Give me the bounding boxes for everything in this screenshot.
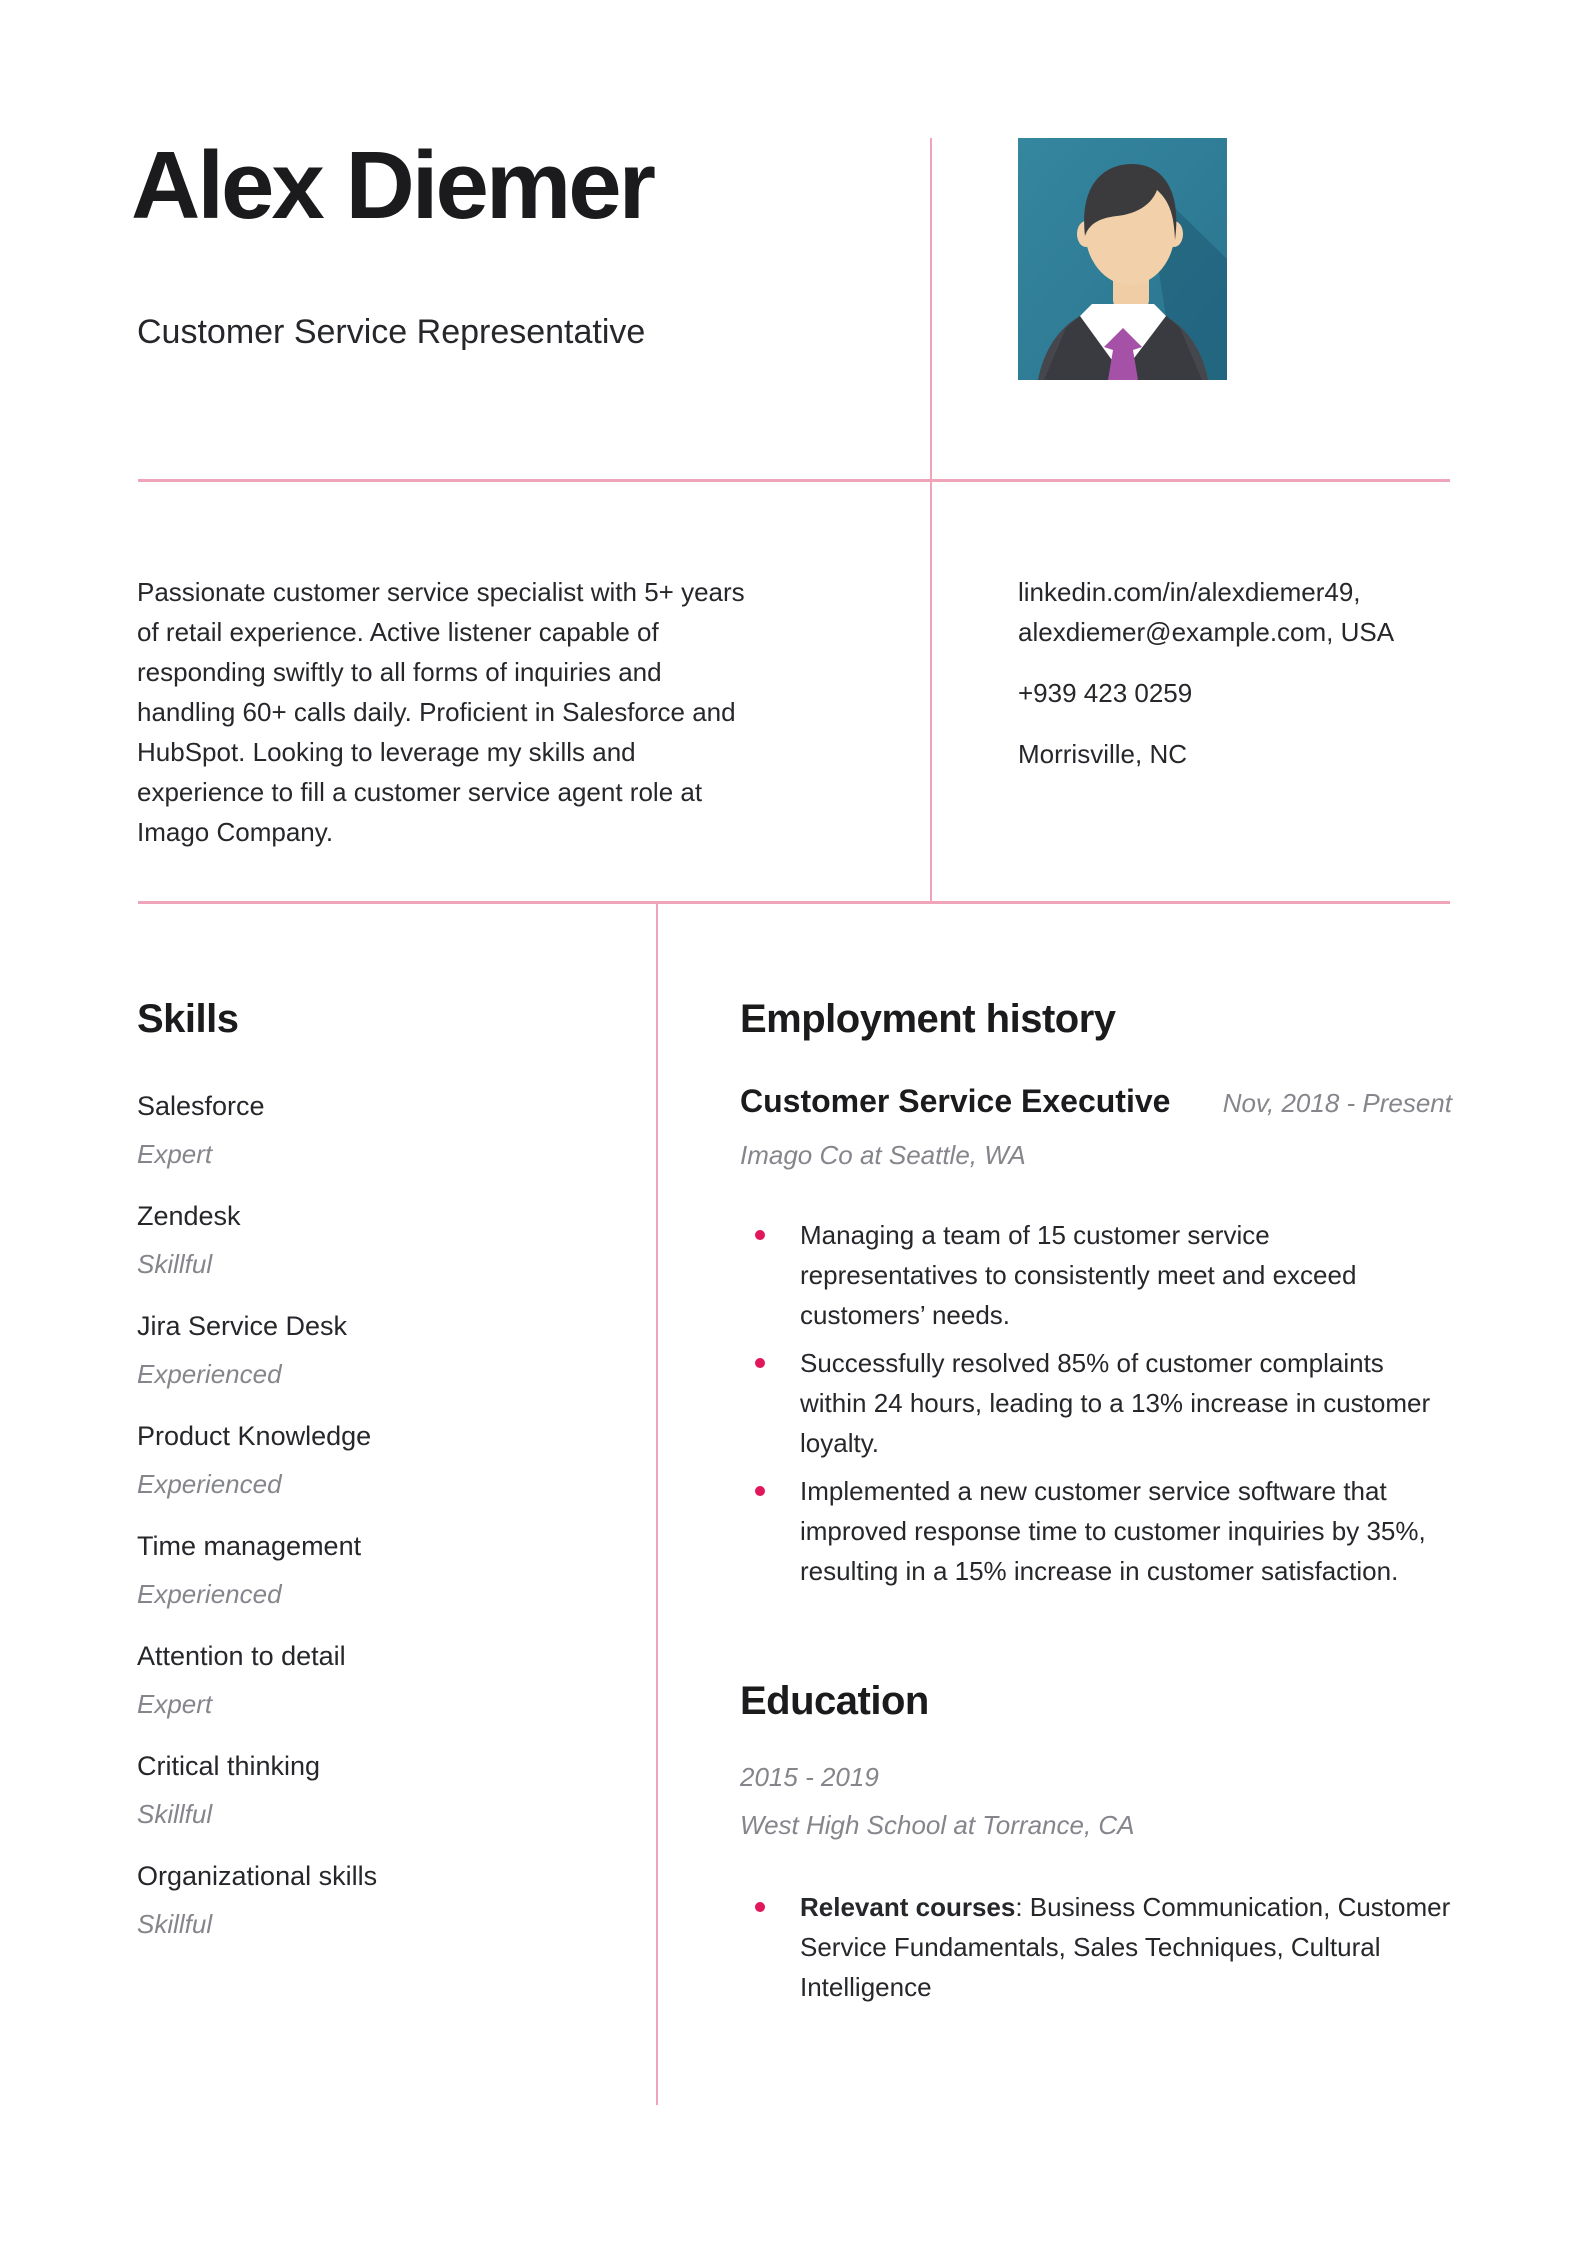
employment-heading: Employment history: [740, 997, 1116, 1041]
skill-name: Zendesk: [137, 1201, 241, 1231]
linkedin-text: linkedin.com/in/alexdiemer49,: [1018, 577, 1361, 607]
skill-level: Experienced: [137, 1359, 282, 1389]
skill-name: Time management: [137, 1531, 362, 1561]
skills-list: [137, 1089, 587, 1941]
header-vertical-divider: [930, 138, 932, 903]
skill-item: [137, 1859, 587, 1941]
profile-summary: Passionate customer service specialist with 5+ years of retail experience. Active listener capable of responding swiftly to all forms of inquiries and handling 60+ calls daily. Proficient in Salesforce and HubSpot. Looking to leverage my skills and experience to fill a customer service agent role at Imago Company.: [137, 577, 745, 847]
skill-item: [137, 1749, 587, 1831]
job-company: Imago Co at Seattle, WA: [740, 1140, 1026, 1170]
header-horizontal-divider: [138, 479, 1450, 482]
education-bullet: [740, 1887, 1452, 2007]
education-bullet-text: : Business Communication, Customer Service Fundamentals, Sales Techniques, Cultural Intelligence: [800, 1892, 1451, 2002]
job-bullet-list: [740, 1215, 1452, 1591]
skill-level: Experienced: [137, 1469, 282, 1499]
education-heading: Education: [740, 1679, 929, 1723]
location-text: Morrisville, NC: [1018, 739, 1187, 769]
skill-item: [137, 1419, 587, 1501]
skill-level: Expert: [137, 1689, 213, 1719]
skill-level: Skillful: [137, 1799, 213, 1829]
skill-item: [137, 1639, 587, 1721]
person-job-title: Customer Service Representative: [137, 313, 646, 351]
contact-links: [1018, 572, 1448, 652]
education-bullet-list: [740, 1887, 1452, 2007]
skill-name: Salesforce: [137, 1091, 265, 1121]
person-name: Alex Diemer: [131, 132, 653, 239]
skill-level: Experienced: [137, 1579, 282, 1609]
job-bullet: Successfully resolved 85% of customer complaints within 24 hours, leading to a 13% increase in customer loyalty.: [740, 1343, 1452, 1463]
job-title: Customer Service Executive: [740, 1083, 1171, 1119]
job-bullet: Managing a team of 15 customer service representatives to consistently meet and exceed customers’ needs.: [740, 1215, 1452, 1335]
column-vertical-divider: [656, 901, 658, 2105]
education-dates: 2015 - 2019: [740, 1762, 879, 1792]
skill-level: Skillful: [137, 1909, 213, 1939]
skills-section: [137, 995, 587, 1969]
education-school: West High School at Torrance, CA: [740, 1810, 1135, 1840]
skill-level: Expert: [137, 1139, 213, 1169]
skill-name: Product Knowledge: [137, 1421, 372, 1451]
skill-name: Critical thinking: [137, 1751, 321, 1781]
skill-item: [137, 1199, 587, 1281]
skill-item: [137, 1529, 587, 1611]
profile-photo: [1018, 138, 1227, 380]
avatar-illustration: [1018, 138, 1227, 380]
body-horizontal-divider: [138, 901, 1450, 904]
email-country-text: alexdiemer@example.com, USA: [1018, 617, 1395, 647]
skill-name: Attention to detail: [137, 1641, 346, 1671]
skill-item: [137, 1309, 587, 1391]
job-dates: Nov, 2018 - Present: [1222, 1088, 1452, 1118]
skill-name: Jira Service Desk: [137, 1311, 348, 1341]
job-bullet: Implemented a new customer service software that improved response time to customer inquiries by 35%, resulting in a 15% increase in customer satisfaction.: [740, 1471, 1452, 1591]
education-bullet-label: Relevant courses: [800, 1892, 1016, 1922]
skill-item: [137, 1089, 587, 1171]
skill-level: Skillful: [137, 1249, 213, 1279]
skills-heading: Skills: [137, 997, 239, 1041]
phone-text: +939 423 0259: [1018, 678, 1193, 708]
skill-name: Organizational skills: [137, 1861, 378, 1891]
job-entry: [740, 1081, 1452, 1591]
main-column: [740, 995, 1452, 2015]
job-header: [740, 1081, 1452, 1121]
contact-block: [1018, 572, 1448, 795]
